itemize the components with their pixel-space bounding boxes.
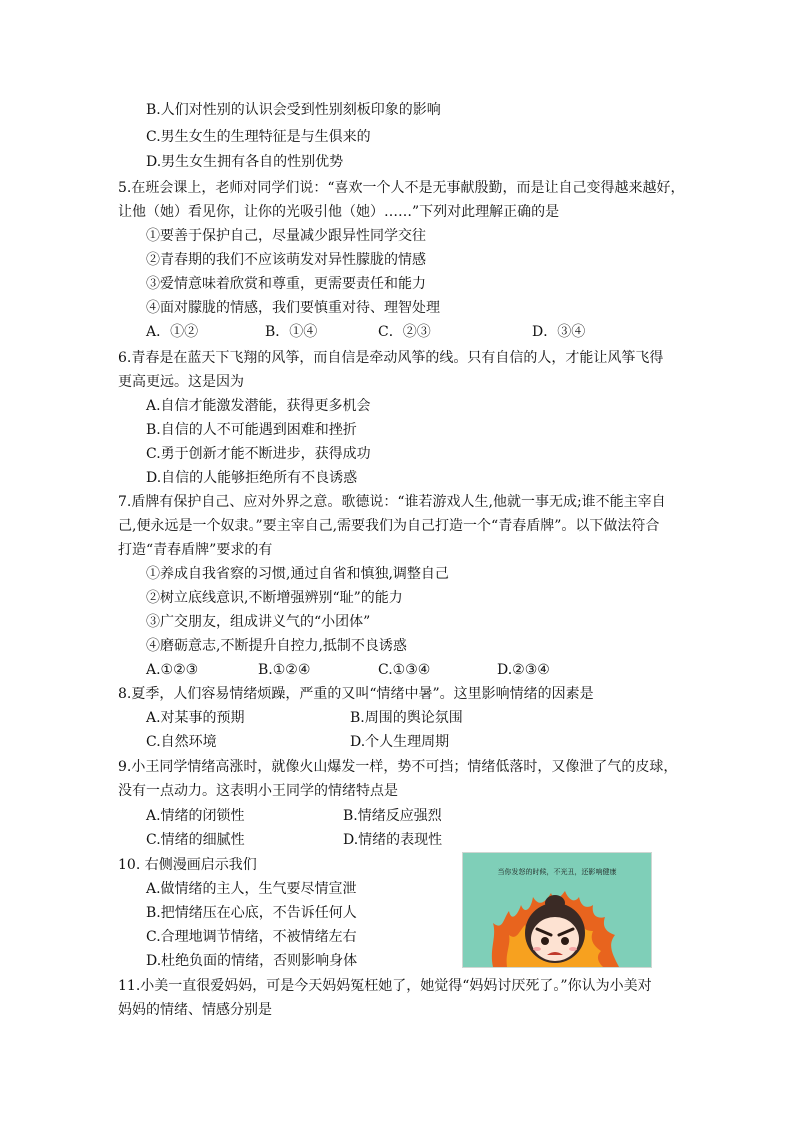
q7-stem-line1: 7.盾牌有保护自己、应对外界之意。歌德说：“谁若游戏人生,他就一事无成;谁不能主宰自 bbox=[118, 494, 666, 510]
angry-face-icon bbox=[463, 853, 651, 967]
q5-item-1: ①要善于保护自己，尽量减少跟异性同学交往 bbox=[146, 228, 426, 244]
q7-stem-line3: 打造“青春盾牌”要求的有 bbox=[118, 542, 273, 558]
q9-option-d: D.情绪的表现性 bbox=[343, 832, 443, 848]
q8-option-d: D.个人生理周期 bbox=[350, 734, 450, 750]
q4-option-b: B.人们对性别的认识会受到性别刻板印象的影响 bbox=[146, 102, 441, 118]
q10-option-b: B.把情绪压在心底，不告诉任何人 bbox=[146, 905, 357, 921]
q7-choice-b: B.①②④ bbox=[258, 662, 311, 678]
q6-stem-line1: 6.青春是在蓝天下飞翔的风筝，而自信是牵动风筝的线。只有自信的人，才能让风筝飞得 bbox=[118, 350, 664, 366]
q10-option-a: A.做情绪的主人，生气要尽情宣泄 bbox=[146, 881, 357, 897]
q10-option-c: C.合理地调节情绪，不被情绪左右 bbox=[146, 929, 357, 945]
q7-choice-c: C.①③④ bbox=[378, 662, 431, 678]
q8-stem: 8.夏季，人们容易情绪烦躁，严重的又叫“情绪中暑”。这里影响情绪的因素是 bbox=[118, 686, 594, 702]
q11-stem-line2: 妈妈的情绪、情感分别是 bbox=[118, 1002, 272, 1018]
q5-choice-b: B．①④ bbox=[265, 324, 318, 340]
q9-option-c: C.情绪的细腻性 bbox=[146, 832, 245, 848]
q10-option-d: D.杜绝负面的情绪，否则影响身体 bbox=[146, 953, 358, 969]
cartoon-caption: 当你发怒的时候，不光丑，还影响健康 bbox=[497, 868, 617, 876]
q5-item-2: ②青春期的我们不应该萌发对异性朦胧的情感 bbox=[146, 252, 426, 268]
q8-option-c: C.自然环境 bbox=[146, 734, 217, 750]
q6-option-a: A.自信才能激发潜能，获得更多机会 bbox=[146, 398, 371, 414]
q9-option-a: A.情绪的闭锁性 bbox=[146, 808, 245, 824]
q11-stem-line1: 11.小美一直很爱妈妈，可是今天妈妈冤枉她了，她觉得“妈妈讨厌死了。”你认为小美对 bbox=[118, 978, 652, 994]
q5-item-3: ③爱情意味着欣赏和尊重，更需要责任和能力 bbox=[146, 276, 426, 292]
q5-choice-a: A．①② bbox=[146, 324, 199, 340]
q6-option-c: C.勇于创新才能不断进步，获得成功 bbox=[146, 446, 371, 462]
q9-option-b: B.情绪反应强烈 bbox=[343, 808, 442, 824]
q5-item-4: ④面对朦胧的情感，我们要慎重对待、理智处理 bbox=[146, 300, 440, 316]
q8-option-a: A.对某事的预期 bbox=[146, 710, 245, 726]
q4-option-d: D.男生女生拥有各自的性别优势 bbox=[146, 154, 344, 170]
q7-item-3: ③广交朋友，组成讲义气的“小团体” bbox=[146, 614, 371, 630]
q4-option-c: C.男生女生的生理特征是与生俱来的 bbox=[146, 129, 371, 145]
q10-stem: 10. 右侧漫画启示我们 bbox=[118, 857, 257, 873]
q7-choice-d: D.②③④ bbox=[497, 662, 550, 678]
q9-stem-line2: 没有一点动力。这表明小王同学的情绪特点是 bbox=[118, 783, 398, 799]
q7-item-1: ①养成自我省察的习惯,通过自省和慎独,调整自己 bbox=[146, 566, 449, 582]
q5-stem-line2: 让他（她）看见你，让你的光吸引他（她）……”下列对此理解正确的是 bbox=[118, 204, 560, 220]
q6-option-b: B.自信的人不可能遇到困难和挫折 bbox=[146, 422, 357, 438]
q7-item-4: ④磨砺意志,不断提升自控力,抵制不良诱惑 bbox=[146, 638, 407, 654]
q7-choice-a: A.①②③ bbox=[146, 662, 199, 678]
q7-item-2: ②树立底线意识,不断增强辨别“耻”的能力 bbox=[146, 590, 403, 606]
q6-option-d: D.自信的人能够拒绝所有不良诱惑 bbox=[146, 470, 358, 486]
q8-option-b: B.周围的舆论氛围 bbox=[350, 710, 463, 726]
q5-choice-c: C．②③ bbox=[378, 324, 431, 340]
q9-stem-line1: 9.小王同学情绪高涨时，就像火山爆发一样，势不可挡；情绪低落时，又像泄了气的皮球， bbox=[118, 759, 678, 775]
q7-stem-line2: 己,便永远是一个奴隶。”要主宰自己,需要我们为自己打造一个“青春盾牌”。以下做法符合 bbox=[118, 518, 660, 534]
angry-girl-cartoon bbox=[462, 852, 652, 968]
q5-stem-line1: 5.在班会课上，老师对同学们说：“喜欢一个人不是无事献殷勤，而是让自己变得越来越好， bbox=[118, 180, 685, 196]
q5-choice-d: D．③④ bbox=[532, 324, 586, 340]
q6-stem-line2: 更高更远。这是因为 bbox=[118, 374, 244, 390]
